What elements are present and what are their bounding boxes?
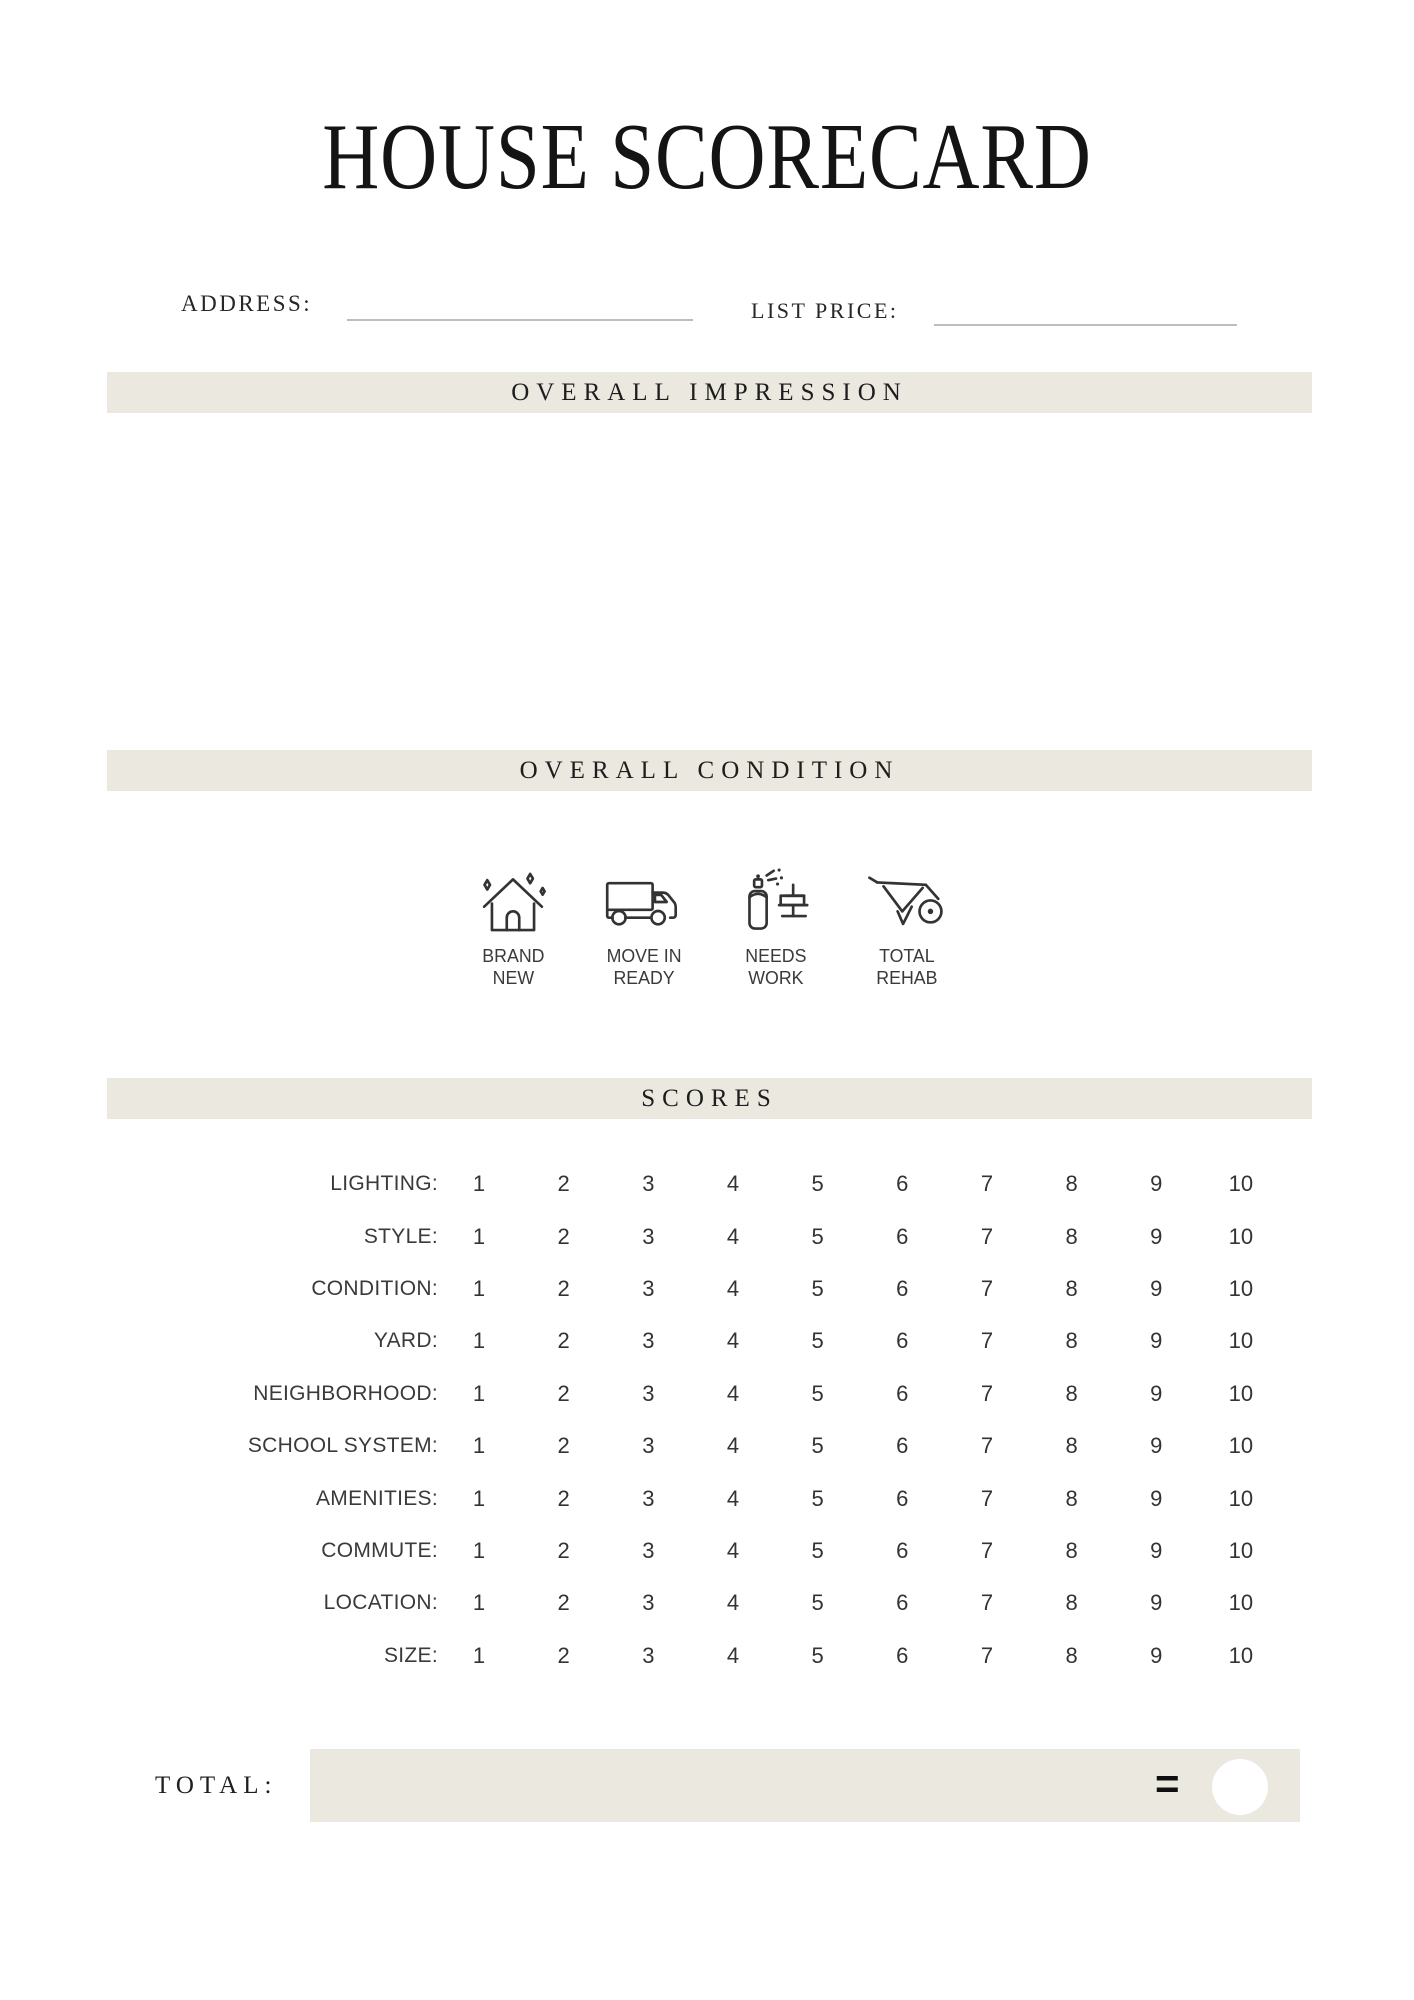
score-option[interactable]: 6 bbox=[896, 1642, 909, 1668]
score-option[interactable]: 9 bbox=[1150, 1485, 1163, 1511]
wheelbarrow-icon bbox=[865, 866, 949, 938]
condition-option-label: NEEDS WORK bbox=[745, 945, 807, 988]
score-option[interactable]: 5 bbox=[811, 1171, 824, 1197]
score-category-label: SIZE: bbox=[383, 1643, 438, 1667]
moving-truck-icon bbox=[602, 866, 686, 938]
score-option[interactable]: 6 bbox=[896, 1433, 909, 1459]
score-option[interactable]: 3 bbox=[642, 1223, 655, 1249]
score-option[interactable]: 1 bbox=[472, 1171, 486, 1197]
score-category-label: SCHOOL SYSTEM: bbox=[247, 1434, 438, 1458]
score-option[interactable]: 4 bbox=[726, 1485, 740, 1511]
score-row bbox=[128, 1577, 1288, 1629]
score-option[interactable]: 4 bbox=[726, 1171, 740, 1197]
score-option[interactable]: 4 bbox=[726, 1590, 740, 1616]
condition-option-label: MOVE IN READY bbox=[606, 945, 682, 988]
score-row bbox=[128, 1158, 1288, 1210]
score-option[interactable]: 1 bbox=[472, 1223, 486, 1249]
score-category-label: STYLE: bbox=[363, 1224, 438, 1248]
score-option[interactable]: 7 bbox=[980, 1380, 994, 1406]
score-option[interactable]: 7 bbox=[980, 1275, 994, 1301]
score-row bbox=[128, 1368, 1288, 1420]
score-option[interactable]: 3 bbox=[642, 1380, 655, 1406]
score-option[interactable]: 9 bbox=[1150, 1223, 1163, 1249]
score-option[interactable]: 8 bbox=[1065, 1380, 1078, 1406]
address-write-in-line[interactable] bbox=[347, 319, 693, 321]
score-option[interactable]: 10 bbox=[1228, 1537, 1254, 1563]
score-option[interactable]: 6 bbox=[896, 1223, 909, 1249]
address-label: ADDRESS: bbox=[181, 291, 313, 316]
total-label: TOTAL: bbox=[155, 1772, 278, 1799]
score-option[interactable]: 8 bbox=[1065, 1328, 1078, 1354]
score-option[interactable]: 2 bbox=[557, 1380, 570, 1406]
score-option[interactable]: 2 bbox=[557, 1275, 570, 1301]
score-option[interactable]: 3 bbox=[642, 1275, 655, 1301]
score-option[interactable]: 6 bbox=[896, 1328, 909, 1354]
score-scale bbox=[462, 1171, 1258, 1197]
score-option[interactable]: 9 bbox=[1150, 1380, 1163, 1406]
score-option[interactable]: 10 bbox=[1228, 1275, 1254, 1301]
score-option[interactable]: 1 bbox=[472, 1642, 486, 1668]
score-option[interactable]: 3 bbox=[642, 1433, 655, 1459]
score-option[interactable]: 10 bbox=[1228, 1433, 1254, 1459]
score-option[interactable]: 8 bbox=[1065, 1223, 1078, 1249]
score-category-label: YARD: bbox=[373, 1329, 438, 1353]
score-option[interactable]: 7 bbox=[980, 1537, 994, 1563]
score-option[interactable]: 10 bbox=[1228, 1642, 1254, 1668]
score-option[interactable]: 9 bbox=[1150, 1433, 1163, 1459]
score-option[interactable]: 2 bbox=[557, 1223, 570, 1249]
score-option[interactable]: 10 bbox=[1228, 1485, 1254, 1511]
score-option[interactable]: 8 bbox=[1065, 1433, 1078, 1459]
score-option[interactable]: 6 bbox=[896, 1275, 909, 1301]
score-row bbox=[128, 1420, 1288, 1472]
score-option[interactable]: 5 bbox=[811, 1433, 824, 1459]
score-category-label: CONDITION: bbox=[311, 1276, 438, 1300]
score-option[interactable]: 5 bbox=[811, 1328, 824, 1354]
score-scale bbox=[462, 1643, 1258, 1669]
section-header-overall-impression: OVERALL IMPRESSION bbox=[107, 372, 1312, 413]
condition-options-row bbox=[452, 866, 968, 989]
score-scale bbox=[462, 1590, 1258, 1616]
score-option[interactable]: 10 bbox=[1228, 1171, 1254, 1197]
score-option[interactable]: 8 bbox=[1065, 1642, 1078, 1668]
score-option[interactable]: 4 bbox=[726, 1275, 740, 1301]
impression-writing-area[interactable] bbox=[107, 413, 1312, 750]
score-row bbox=[128, 1210, 1288, 1262]
score-option[interactable]: 7 bbox=[980, 1328, 994, 1354]
score-option[interactable]: 5 bbox=[811, 1275, 824, 1301]
score-option[interactable]: 3 bbox=[642, 1642, 655, 1668]
score-option[interactable]: 9 bbox=[1150, 1328, 1163, 1354]
score-category-label: AMENITIES: bbox=[315, 1486, 438, 1510]
score-option[interactable]: 4 bbox=[726, 1380, 740, 1406]
score-scale bbox=[462, 1486, 1258, 1512]
score-option[interactable]: 2 bbox=[557, 1328, 570, 1354]
score-option[interactable]: 6 bbox=[896, 1171, 909, 1197]
score-option[interactable]: 10 bbox=[1228, 1590, 1254, 1616]
score-option[interactable]: 6 bbox=[896, 1590, 909, 1616]
spray-paint-brick-icon bbox=[737, 866, 815, 938]
score-option[interactable]: 7 bbox=[980, 1223, 994, 1249]
score-category-label: LOCATION: bbox=[323, 1591, 438, 1615]
condition-option-label: TOTAL REHAB bbox=[876, 945, 938, 988]
score-scale bbox=[462, 1381, 1258, 1407]
score-option[interactable]: 3 bbox=[642, 1590, 655, 1616]
scores-table bbox=[128, 1158, 1288, 1682]
score-option[interactable]: 9 bbox=[1150, 1275, 1163, 1301]
score-option[interactable]: 7 bbox=[980, 1433, 994, 1459]
score-row bbox=[128, 1630, 1288, 1682]
score-option[interactable]: 10 bbox=[1228, 1328, 1254, 1354]
score-option[interactable]: 5 bbox=[811, 1642, 824, 1668]
score-option[interactable]: 8 bbox=[1065, 1171, 1078, 1197]
score-option[interactable]: 6 bbox=[896, 1485, 909, 1511]
score-option[interactable]: 7 bbox=[980, 1171, 994, 1197]
section-header-overall-condition: OVERALL CONDITION bbox=[107, 750, 1312, 791]
page-title: HOUSE SCORECARD bbox=[322, 105, 1092, 209]
score-option[interactable]: 10 bbox=[1228, 1223, 1254, 1249]
total-write-in-box[interactable] bbox=[310, 1749, 1300, 1822]
score-option[interactable]: 2 bbox=[557, 1590, 570, 1616]
score-option[interactable]: 5 bbox=[811, 1380, 824, 1406]
score-scale bbox=[462, 1538, 1258, 1564]
score-option[interactable]: 1 bbox=[472, 1485, 486, 1511]
condition-option-needs-work[interactable] bbox=[715, 866, 837, 989]
score-option[interactable]: 8 bbox=[1065, 1485, 1078, 1511]
score-option[interactable]: 8 bbox=[1065, 1537, 1078, 1563]
score-option[interactable]: 2 bbox=[557, 1485, 570, 1511]
score-row bbox=[128, 1263, 1288, 1315]
score-option[interactable]: 1 bbox=[472, 1590, 486, 1616]
score-option[interactable]: 4 bbox=[726, 1433, 740, 1459]
score-option[interactable]: 4 bbox=[726, 1223, 740, 1249]
score-option[interactable]: 5 bbox=[811, 1223, 824, 1249]
score-option[interactable]: 4 bbox=[726, 1642, 740, 1668]
condition-option-label: BRAND NEW bbox=[481, 945, 545, 988]
score-option[interactable]: 10 bbox=[1228, 1380, 1254, 1406]
score-option[interactable]: 7 bbox=[980, 1485, 994, 1511]
score-option[interactable]: 5 bbox=[811, 1590, 824, 1616]
score-option[interactable]: 2 bbox=[557, 1642, 570, 1668]
score-option[interactable]: 1 bbox=[472, 1275, 486, 1301]
score-option[interactable]: 3 bbox=[642, 1328, 655, 1354]
condition-option-brand-new[interactable] bbox=[452, 866, 574, 989]
condition-option-total-rehab[interactable] bbox=[846, 866, 968, 989]
score-option[interactable]: 2 bbox=[557, 1433, 570, 1459]
score-scale bbox=[462, 1328, 1258, 1354]
score-option[interactable]: 8 bbox=[1065, 1590, 1078, 1616]
score-scale bbox=[462, 1276, 1258, 1302]
score-option[interactable]: 3 bbox=[642, 1485, 655, 1511]
score-category-label: COMMUTE: bbox=[321, 1538, 438, 1562]
score-row bbox=[128, 1315, 1288, 1367]
score-category-label: NEIGHBORHOOD: bbox=[253, 1381, 438, 1405]
score-option[interactable]: 1 bbox=[472, 1433, 486, 1459]
score-option[interactable]: 9 bbox=[1150, 1171, 1163, 1197]
score-option[interactable]: 9 bbox=[1150, 1590, 1163, 1616]
list-price-label: LIST PRICE: bbox=[751, 298, 899, 323]
score-option[interactable]: 3 bbox=[642, 1171, 655, 1197]
score-option[interactable]: 9 bbox=[1150, 1537, 1163, 1563]
score-option[interactable]: 7 bbox=[980, 1642, 994, 1668]
score-option[interactable]: 2 bbox=[557, 1537, 570, 1563]
sparkling-house-icon bbox=[474, 866, 552, 938]
score-row bbox=[128, 1525, 1288, 1577]
score-option[interactable]: 1 bbox=[472, 1537, 486, 1563]
score-option[interactable]: 1 bbox=[472, 1328, 486, 1354]
section-header-scores: SCORES bbox=[107, 1078, 1312, 1119]
score-option[interactable]: 4 bbox=[726, 1328, 740, 1354]
total-score-circle[interactable] bbox=[1212, 1759, 1268, 1815]
score-option[interactable]: 5 bbox=[811, 1485, 824, 1511]
score-scale bbox=[462, 1433, 1258, 1459]
score-option[interactable]: 9 bbox=[1150, 1642, 1163, 1668]
condition-option-move-in-ready[interactable] bbox=[583, 866, 705, 989]
score-option[interactable]: 2 bbox=[557, 1171, 570, 1197]
score-option[interactable]: 5 bbox=[811, 1537, 824, 1563]
score-option[interactable]: 6 bbox=[896, 1380, 909, 1406]
equals-sign: = bbox=[1155, 1760, 1180, 1807]
score-option[interactable]: 4 bbox=[726, 1537, 740, 1563]
score-scale bbox=[462, 1224, 1258, 1250]
score-option[interactable]: 6 bbox=[896, 1537, 909, 1563]
score-option[interactable]: 1 bbox=[472, 1380, 486, 1406]
score-option[interactable]: 8 bbox=[1065, 1275, 1078, 1301]
score-option[interactable]: 3 bbox=[642, 1537, 655, 1563]
score-option[interactable]: 7 bbox=[980, 1590, 994, 1616]
score-category-label: LIGHTING: bbox=[330, 1172, 438, 1196]
score-row bbox=[128, 1472, 1288, 1524]
list-price-write-in-line[interactable] bbox=[934, 324, 1237, 326]
